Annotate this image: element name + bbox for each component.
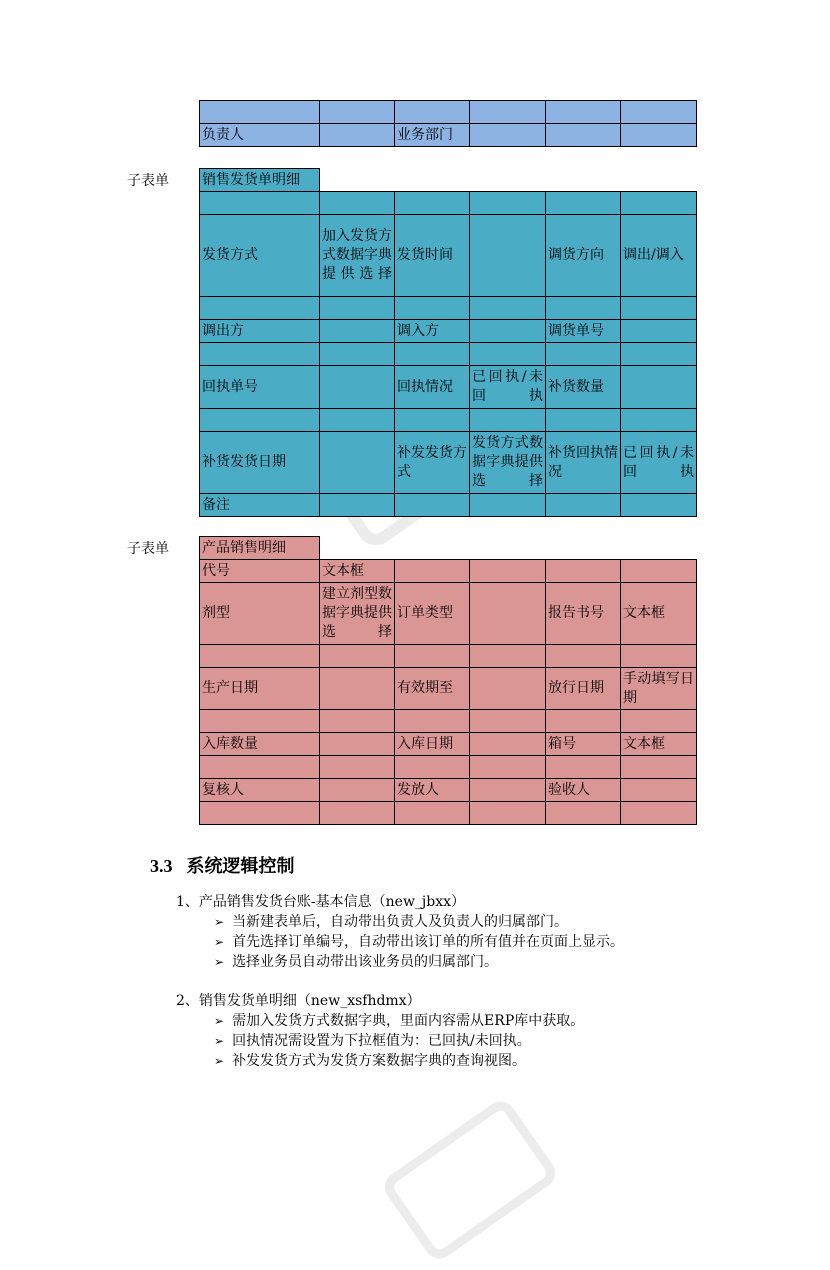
arrow-bullet-icon: ➢ — [214, 935, 225, 949]
cell — [546, 124, 621, 147]
cell-report-no-value: 文本框 — [621, 583, 697, 645]
cell — [546, 560, 621, 583]
cell-transfer-in-label: 调入方 — [395, 320, 470, 343]
cell — [470, 560, 546, 583]
subform-title-product-sales: 产品销售明细 — [199, 536, 320, 560]
cell — [546, 101, 621, 124]
cell — [470, 124, 546, 147]
cell-replenish-receipt-value: 已回执/未回执 — [621, 432, 697, 494]
cell — [621, 320, 697, 343]
cell — [621, 101, 697, 124]
cell — [320, 668, 395, 710]
cell-issuer-label: 发放人 — [395, 779, 470, 802]
cell — [621, 494, 697, 517]
cell — [320, 432, 395, 494]
cell-dosage-form-label: 剂型 — [200, 583, 320, 645]
logic-bullet: ➢ 选择业务员自动带出该业务员的归属部门。 — [214, 954, 499, 970]
logic-bullet: ➢ 首先选择订单编号，自动带出该订单的所有值并在页面上显示。 — [214, 934, 625, 950]
cell — [320, 320, 395, 343]
cell — [470, 668, 546, 710]
cell-release-date-label: 放行日期 — [546, 668, 621, 710]
cell — [546, 494, 621, 517]
product-sales-detail-table — [199, 559, 697, 825]
cell-transfer-direction-value: 调出/调入 — [621, 215, 697, 297]
cell — [470, 320, 546, 343]
logic-bullet: ➢ 当新建表单后，自动带出负责人及负责人的归属部门。 — [214, 914, 569, 930]
cell-order-type-label: 订单类型 — [395, 583, 470, 645]
section-heading — [150, 852, 295, 878]
cell — [621, 560, 697, 583]
cell-box-no-value: 文本框 — [621, 733, 697, 756]
cell — [395, 101, 470, 124]
cell-receipt-status-label: 回执情况 — [395, 366, 470, 409]
cell-transfer-direction-label: 调货方向 — [546, 215, 621, 297]
arrow-bullet-icon: ➢ — [214, 1014, 225, 1028]
cell-owner-label: 负责人 — [200, 124, 320, 147]
watermark-logo-bottom — [380, 1090, 560, 1270]
cell — [320, 494, 395, 517]
arrow-bullet-icon: ➢ — [214, 915, 225, 929]
arrow-bullet-icon: ➢ — [214, 955, 225, 969]
top-basic-info-table — [199, 100, 697, 147]
cell — [470, 733, 546, 756]
cell-replenish-method-note: 发货方式数据字典提供选择 — [470, 432, 546, 494]
cell — [470, 494, 546, 517]
cell-reviewer-label: 复核人 — [200, 779, 320, 802]
cell-code-label: 代号 — [200, 560, 320, 583]
cell — [395, 560, 470, 583]
subform-label-1: 子表单 — [127, 173, 169, 189]
cell — [320, 366, 395, 409]
cell — [621, 366, 697, 409]
cell-stock-date-label: 入库日期 — [395, 733, 470, 756]
cell-production-date-label: 生产日期 — [200, 668, 320, 710]
cell-expiry-label: 有效期至 — [395, 668, 470, 710]
cell-receipt-status-value: 已回执/未回执 — [470, 366, 546, 409]
subform-label-2: 子表单 — [127, 541, 169, 557]
cell — [621, 779, 697, 802]
cell-replenish-date-label: 补货发货日期 — [200, 432, 320, 494]
cell-replenish-qty-label: 补货数量 — [546, 366, 621, 409]
cell-replenish-receipt-label: 补货回执情况 — [546, 432, 621, 494]
cell — [320, 733, 395, 756]
logic-paragraph-2: 2、销售发货单明细（new_xsfhdmx） — [176, 993, 421, 1009]
cell — [621, 124, 697, 147]
cell-transfer-no-label: 调货单号 — [546, 320, 621, 343]
cell-transfer-out-label: 调出方 — [200, 320, 320, 343]
cell-stock-qty-label: 入库数量 — [200, 733, 320, 756]
cell — [320, 101, 395, 124]
cell — [470, 779, 546, 802]
cell — [470, 215, 546, 297]
sales-delivery-detail-table — [199, 191, 697, 517]
cell-dosage-form-note: 建立剂型数据字典提供选择 — [320, 583, 395, 645]
cell-code-value: 文本框 — [320, 560, 395, 583]
cell — [395, 494, 470, 517]
cell-delivery-method-label: 发货方式 — [200, 215, 320, 297]
logic-bullet: ➢ 补发发货方式为发货方案数据字典的查询视图。 — [214, 1053, 527, 1069]
logic-paragraph-1: 1、产品销售发货台账-基本信息（new_jbxx） — [176, 894, 466, 910]
cell-receipt-no-label: 回执单号 — [200, 366, 320, 409]
cell-department-label: 业务部门 — [395, 124, 470, 147]
cell-report-no-label: 报告书号 — [546, 583, 621, 645]
cell-delivery-method-note: 加入发货方式数据字典提供选择 — [320, 215, 395, 297]
cell — [470, 101, 546, 124]
arrow-bullet-icon: ➢ — [214, 1054, 225, 1068]
cell-release-date-value: 手动填写日期 — [621, 668, 697, 710]
cell-box-no-label: 箱号 — [546, 733, 621, 756]
cell — [320, 779, 395, 802]
logic-bullet: ➢ 回执情况需设置为下拉框值为：已回执/未回执。 — [214, 1033, 531, 1049]
cell — [320, 124, 395, 147]
cell-delivery-time-label: 发货时间 — [395, 215, 470, 297]
arrow-bullet-icon: ➢ — [214, 1034, 225, 1048]
subform-title-sales-delivery: 销售发货单明细 — [199, 168, 320, 192]
cell — [470, 583, 546, 645]
section-title: 系统逻辑控制 — [186, 856, 295, 877]
cell-replenish-method-label: 补发发货方式 — [395, 432, 470, 494]
logic-bullet: ➢ 需加入发货方式数据字典，里面内容需从ERP库中获取。 — [214, 1013, 585, 1029]
cell-acceptor-label: 验收人 — [546, 779, 621, 802]
cell-remarks-label: 备注 — [200, 494, 320, 517]
section-number: 3.3 — [150, 856, 173, 876]
cell — [200, 101, 320, 124]
